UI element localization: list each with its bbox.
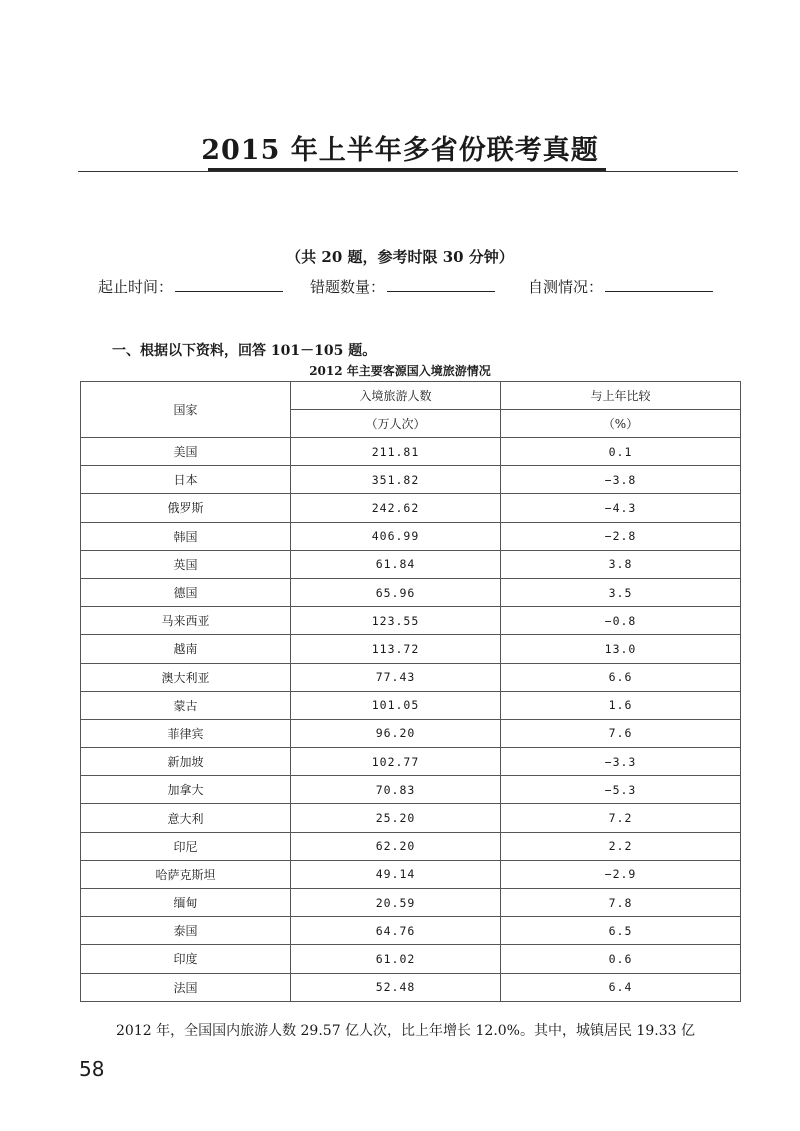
title-rule xyxy=(78,171,738,172)
header-country: 国家 xyxy=(81,382,291,438)
page-number: 58 xyxy=(79,1057,105,1081)
arrivals-cell: 113.72 xyxy=(291,635,501,663)
title-underline xyxy=(208,168,606,171)
error-count-label: 错题数量： xyxy=(310,278,386,296)
arrivals-cell: 20.59 xyxy=(291,889,501,917)
change-cell: 0.1 xyxy=(501,438,741,466)
error-count-field xyxy=(310,276,495,297)
arrivals-cell: 77.43 xyxy=(291,663,501,691)
start-time-blank xyxy=(175,277,283,292)
table-row xyxy=(81,889,741,917)
arrivals-cell: 61.84 xyxy=(291,550,501,578)
table-row xyxy=(81,776,741,804)
arrivals-cell: 242.62 xyxy=(291,494,501,522)
table-row xyxy=(81,494,741,522)
table-body xyxy=(81,438,741,1002)
country-cell: 法国 xyxy=(81,973,291,1001)
change-cell: 2.2 xyxy=(501,832,741,860)
header-change-unit: （%） xyxy=(501,410,741,438)
change-cell: −3.3 xyxy=(501,748,741,776)
table-row xyxy=(81,945,741,973)
arrivals-cell: 61.02 xyxy=(291,945,501,973)
table-row xyxy=(81,691,741,719)
table-row xyxy=(81,466,741,494)
country-cell: 加拿大 xyxy=(81,776,291,804)
table-row xyxy=(81,917,741,945)
exam-subtitle: （共 20 题，参考时限 30 分钟） xyxy=(286,248,514,266)
table-row xyxy=(81,748,741,776)
country-cell: 俄罗斯 xyxy=(81,494,291,522)
body-paragraph: 2012 年，全国国内旅游人数 29.57 亿人次，比上年增长 12.0%。其中，城镇居民 19.33 亿 xyxy=(116,1023,695,1039)
header-change: 与上年比较 xyxy=(501,382,741,410)
self-assess-field xyxy=(528,276,713,297)
country-cell: 缅甸 xyxy=(81,889,291,917)
arrivals-cell: 52.48 xyxy=(291,973,501,1001)
table-row xyxy=(81,804,741,832)
change-cell: −4.3 xyxy=(501,494,741,522)
arrivals-cell: 62.20 xyxy=(291,832,501,860)
change-cell: 1.6 xyxy=(501,691,741,719)
change-cell: 6.5 xyxy=(501,917,741,945)
country-cell: 德国 xyxy=(81,578,291,606)
change-cell: −0.8 xyxy=(501,607,741,635)
change-cell: 3.8 xyxy=(501,550,741,578)
country-cell: 印尼 xyxy=(81,832,291,860)
arrivals-cell: 64.76 xyxy=(291,917,501,945)
country-cell: 印度 xyxy=(81,945,291,973)
country-cell: 英国 xyxy=(81,550,291,578)
country-cell: 越南 xyxy=(81,635,291,663)
table-caption: 2012 年主要客源国入境旅游情况 xyxy=(309,364,491,378)
section-heading: 一、根据以下资料，回答 101－105 题。 xyxy=(112,343,377,359)
arrivals-cell: 101.05 xyxy=(291,691,501,719)
arrivals-cell: 65.96 xyxy=(291,578,501,606)
change-cell: 3.5 xyxy=(501,578,741,606)
country-cell: 新加坡 xyxy=(81,748,291,776)
arrivals-cell: 123.55 xyxy=(291,607,501,635)
country-cell: 菲律宾 xyxy=(81,719,291,747)
arrivals-cell: 406.99 xyxy=(291,522,501,550)
table-row xyxy=(81,973,741,1001)
country-cell: 日本 xyxy=(81,466,291,494)
change-cell: 0.6 xyxy=(501,945,741,973)
arrivals-cell: 70.83 xyxy=(291,776,501,804)
table-row xyxy=(81,635,741,663)
self-assess-blank xyxy=(605,277,713,292)
table-row xyxy=(81,550,741,578)
country-cell: 美国 xyxy=(81,438,291,466)
arrivals-cell: 25.20 xyxy=(291,804,501,832)
self-assess-label: 自测情况： xyxy=(528,278,604,296)
arrivals-cell: 211.81 xyxy=(291,438,501,466)
change-cell: 7.8 xyxy=(501,889,741,917)
table-row xyxy=(81,663,741,691)
tourism-table xyxy=(80,381,741,1002)
change-cell: −3.8 xyxy=(501,466,741,494)
self-check-row xyxy=(98,276,728,298)
change-cell: 7.6 xyxy=(501,719,741,747)
country-cell: 马来西亚 xyxy=(81,607,291,635)
start-time-label: 起止时间： xyxy=(98,278,174,296)
country-cell: 泰国 xyxy=(81,917,291,945)
country-cell: 韩国 xyxy=(81,522,291,550)
table-row xyxy=(81,860,741,888)
table-row xyxy=(81,832,741,860)
change-cell: −2.8 xyxy=(501,522,741,550)
change-cell: 6.6 xyxy=(501,663,741,691)
arrivals-cell: 102.77 xyxy=(291,748,501,776)
table-row xyxy=(81,522,741,550)
arrivals-cell: 96.20 xyxy=(291,719,501,747)
start-time-field xyxy=(98,276,283,297)
table-row xyxy=(81,607,741,635)
table-row xyxy=(81,438,741,466)
page-title: 2015 年上半年多省份联考真题 xyxy=(201,135,599,166)
header-arrivals-unit: （万人次） xyxy=(291,410,501,438)
country-cell: 意大利 xyxy=(81,804,291,832)
error-count-blank xyxy=(387,277,495,292)
change-cell: 13.0 xyxy=(501,635,741,663)
arrivals-cell: 49.14 xyxy=(291,860,501,888)
change-cell: 7.2 xyxy=(501,804,741,832)
change-cell: −2.9 xyxy=(501,860,741,888)
country-cell: 蒙古 xyxy=(81,691,291,719)
country-cell: 澳大利亚 xyxy=(81,663,291,691)
country-cell: 哈萨克斯坦 xyxy=(81,860,291,888)
change-cell: 6.4 xyxy=(501,973,741,1001)
header-arrivals: 入境旅游人数 xyxy=(291,382,501,410)
arrivals-cell: 351.82 xyxy=(291,466,501,494)
change-cell: −5.3 xyxy=(501,776,741,804)
table-row xyxy=(81,578,741,606)
table-row xyxy=(81,719,741,747)
